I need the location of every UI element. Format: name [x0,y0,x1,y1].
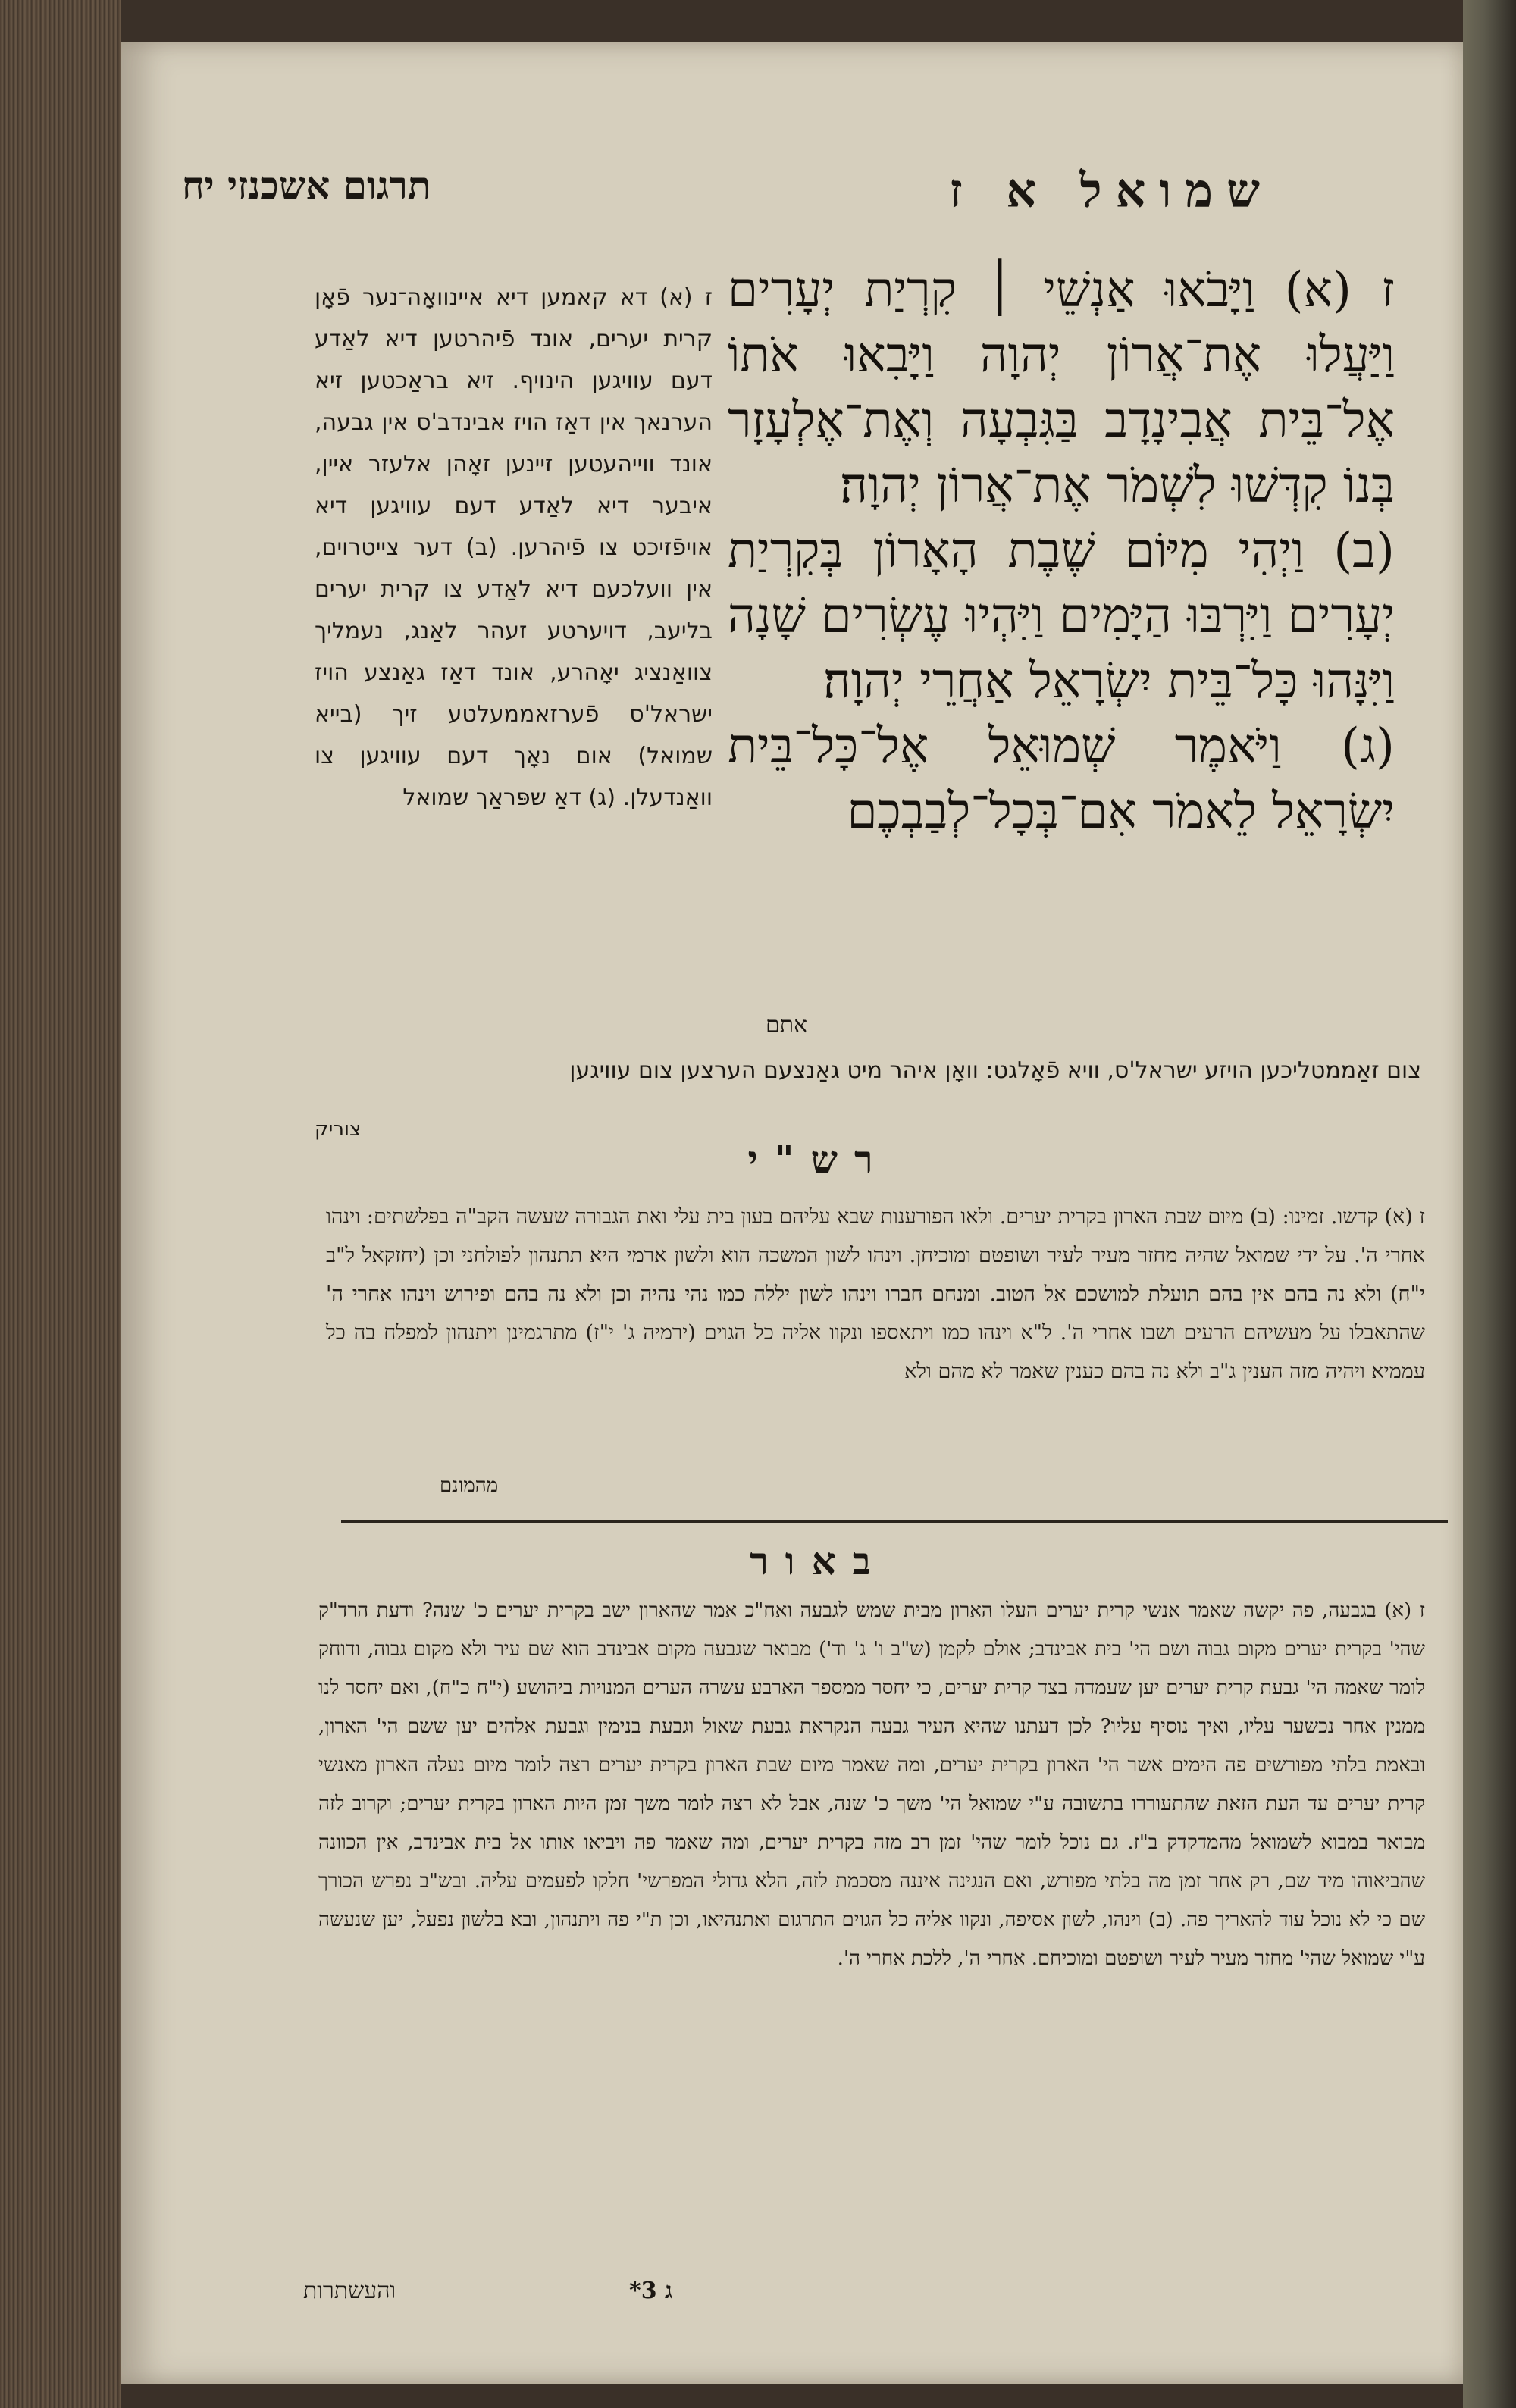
bible-verse: ז (א) וַיָּבֹאוּ אַנְשֵׁי ׀ קִרְיַת יְעָרִים וַיַּעֲלוּ אֶת־אֲרוֹן יְהוָה וַיָּבִאוּ אֹתוֹ אֶל־בֵּית אֲבִינָדָב בַּגִּבְעָה וְאֶת־אֶלְעָזָר בְּנוֹ קִדְּשׁוּ לִשְׁמֹר אֶת־אֲרוֹן יְהוָה׃ [728,262,1395,514]
rashi-heading: רש"י [747,1137,890,1182]
translation-full-width-line: צום זאַממטליכען הויזע ישראל'ס, וויא פֿאָלגט: וואָן איהר מיט גאַנצעם הערצען צום עוויגען [569,1057,1421,1084]
signature-mark: ג 3* [629,2278,672,2304]
running-header [182,163,1296,231]
translation-text: ז (א) דא קאמען דיא איינוואָה־נער פֿאָן קרית יערים, אונד פֿיהרטען דיא לאַדע דעם עוויגען הינויף. זיא בראַכטען זיא הערנאך אין דאַז הויז אבינדב'ס אין גבעה, אונד ווייהעטען זיינען זאָהן אלעזר איין, איבער דיא לאַדע דעם עוויגען דיא אויפֿזיכט צו פֿיהרען. (ב) דער צייטרוים, אין וועלכעם דיא לאַדע צו קרית יערים בליעב, דויערטע זעהר לאַנג, נעמליך צוואַנציג יאָהרע, אונד דאַז גאַנצע הויז ישראל'ס פֿערזאממעלטע זיך (בייא שמואל) אום נאָך דעם עוויגען צו וואַנדעלן. (ג) דאַ שפּראַך שמואל [315,284,713,811]
bible-catchword: אתם [766,1012,808,1038]
biur-heading: באור [750,1539,888,1583]
footer-catchword: והעשתרות [303,2278,396,2304]
translation-column [315,277,713,1072]
section-divider [341,1520,1448,1523]
biur-commentary: ז (א) בגבעה, פה יקשה שאמר אנשי קרית יערים העלו הארון מבית שמש לגבעה ואח"כ אמר שהארון ישב בקרית יערים כ' שנה? ודעת הרד"ק שהי' בקרית יערים מקום גבוה ושם הי' בית אבינדב; אולם לקמן (ש"ב ו' ג' וד') מבואר שגבעה מקום אבינדב הוא שם עיר ולא מקום גבוה, ודוחק לומר שאמה הי' גבעת קרית יערים יען שעמדה בצד קרית יערים, כי יחסר ממספר הארבע עשרה הערים המנויות ביהושע (י"ח כ"ח), ואם יחסר לנו ממנין אחר נכשער עליו, ואיך נוסיף עליו? לכן דעתנו שהיא העיר גבעה הנקראת גבעת שאול וגבעת בנימין וגבעת אלהים יען ששם הי' הארון, ובאמת בלתי מפורשים פה הימים אשר הי' הארון בקרית יערים, ומה שאמר מיום שבת הארון בקרית יערים רצה לומר מיום נעלה הארון מאנשי קרית יערים עד העת הזאת שהתעוררו בתשובה ע"י שמואל הי' משך כ' שנה, אבל לא רצה לומר משך זמן היות הארון בקרית יערים; וקרוב לזה מבואר במבוא לשמואל מהמדקדק ב"ז. גם נוכל לומר שהי' זמן רב מזה בקרית יערים, ומה שאמר פה ויביאו אותו אל בית אבינדב, אין הכוונה שהביאוהו מיד שם, רק אחר זמן מה בלתי מפורש, ואם הנגינה איננה מסכמת לזה, הלא גדולי המפרשי' חלקו לפעמים עליה. ובש"ב נפרש הכורך שם כי לא נוכל עוד להאריך פה. (ב) וינהו, לשון אסיפה, ונקוו אליה כל הגוים התרגום ואתנהיאו, וכן ת"י פה ויתנהון, ובא בלשון נפעל, יען שנעשה ע"י שמואל שהי' מחזר מעיר לעיר ושופטם ומוכיחם. אחרי ה', ללכת אחרי ה'. [318,1599,1425,1970]
translation-catchword: צוריק [315,1118,362,1141]
bible-text-block [728,258,1395,1000]
bible-verse: (ג) וַיֹּאמֶר שְׁמוּאֵל אֶל־כָּל־בֵּית יִשְׂרָאֵל לֵאמֹר אִם־בְּכָל־לְבַבְכֶם [728,719,1395,840]
rashi-commentary: ז (א) קדשו. זמינו: (ב) מיום שבת הארון בקרית יערים. ולאו הפורענות שבא עליהם בעון בית עלי ואת הגבורה שעשה הקב"ה בפלשתים: וינהו אחרי ה'. על ידי שמואל שהיה מחזר מעיר לעיר ושופטם ומוכיחן. וינהו לשון המשכה הוא ולשון ארמי היא תתנהון לפולחני וכן (יחזקאל ל"ב י"ח) ולא נה בהם אין בהם תועלת למושכם אל הטוב. ומנחם חברו וינהו לשון יללה כמו נהי נהיה וכן ולא נה בהם ופירוש וינהו אחרי ה' שהתאבלו על מעשיהם הרעים ושבו אחרי ה'. ל"א וינהו כמו ויתאספו ונקוו אליה כל הגוים (ירמיה ג' י"ז) מתרגמינן ויתנהון למפלח בה כל עממיא ויהיה מזה הענין ג"ב ולא נה בהם כענין שאמר לא מהם ולא [326,1205,1425,1383]
page-footer [303,2278,1364,2316]
book-page-edges [0,0,121,2408]
translation-header: תרגום אשכנזי יח [182,163,431,208]
rashi-catchword: מהמונם [440,1474,499,1497]
book-chapter-title: שמואל א ז [949,163,1273,218]
book-cover-edge [1463,0,1516,2408]
bible-verse: (ב) וַיְהִי מִיּוֹם שֶׁבֶת הָאָרוֹן בְּקִרְיַת יְעָרִים וַיִּרְבּוּ הַיָּמִים וַיִּהְיוּ עֶשְׂרִים שָׁנָה וַיִּנָּהוּ כָּל־בֵּית יִשְׂרָאֵל אַחֲרֵי יְהוָה׃ [728,523,1395,709]
